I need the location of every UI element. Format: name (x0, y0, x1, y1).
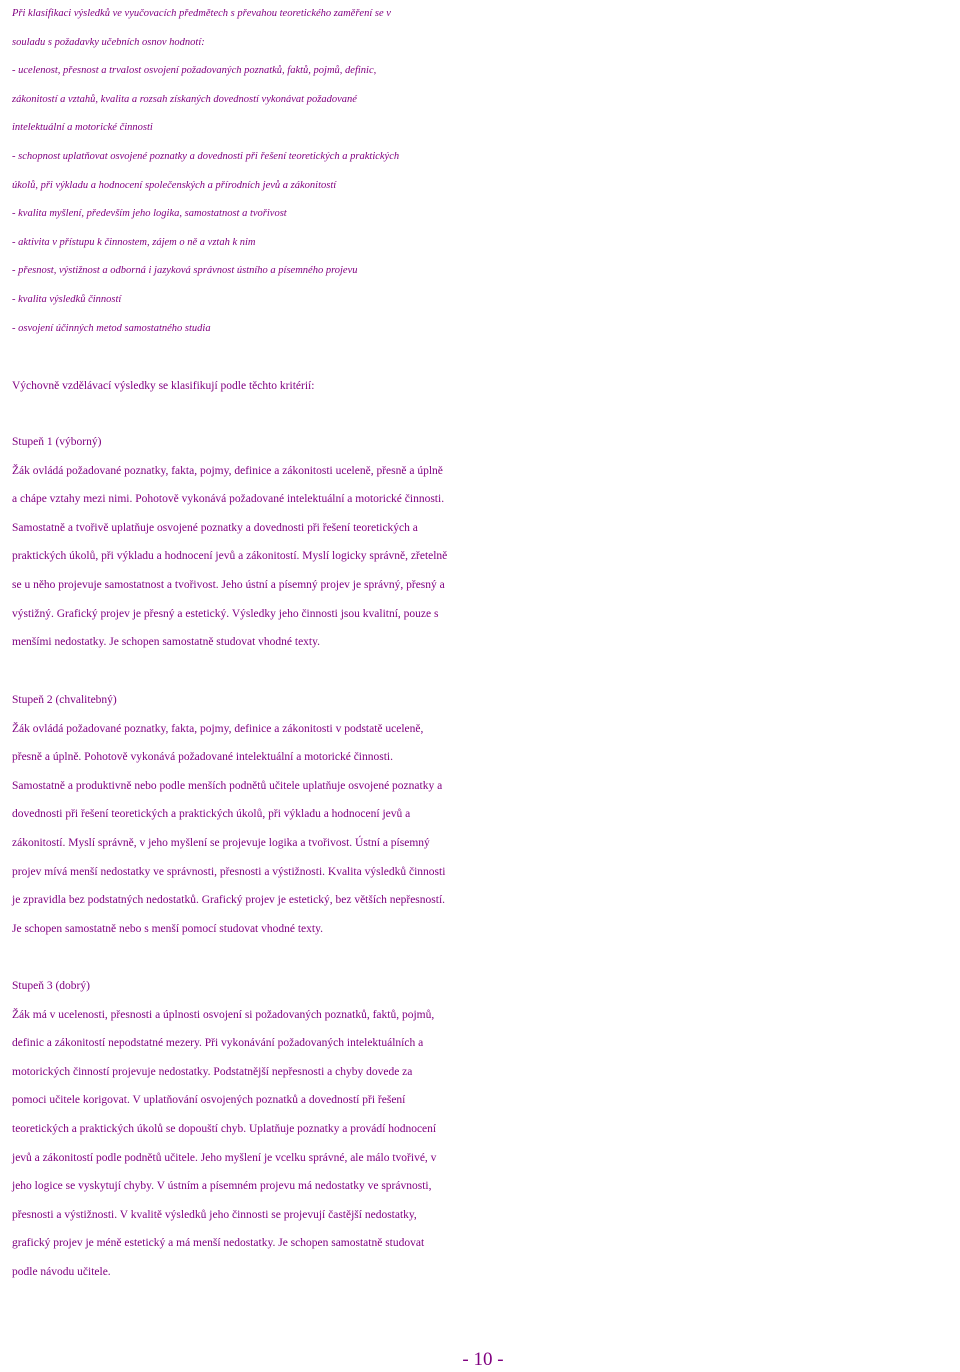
grade-1-line: Samostatně a tvořivě uplatňuje osvojené poznatky a dovednosti při řešení teoretických a (12, 521, 418, 534)
grade-3-line: motorických činností projevuje nedostatky. Podstatnější nepřesnosti a chyby dovede za (12, 1065, 413, 1078)
grade-3-line: jeho logice se vyskytují chyby. V ústním a písemném projevu má nedostatky ve správnosti, (12, 1180, 432, 1193)
grade-2-section (12, 686, 957, 943)
page-number: - 10 - (462, 1349, 504, 1370)
grade-1-line: se u něho projevuje samostatnost a tvořivost. Jeho ústní a písemný projev je správný, přesný a (12, 578, 445, 591)
grade-1-line: Žák ovládá požadované poznatky, fakta, pojmy, definice a zákonitosti uceleně, přesně a úplně (12, 464, 443, 477)
grade-1-line: menšími nedostatky. Je schopen samostatně studovat vhodné texty. (12, 636, 320, 649)
intro-line: zákonitostí a vztahů, kvalita a rozsah získaných dovedností vykonávat požadované (12, 93, 357, 105)
intro-line: - schopnost uplatňovat osvojené poznatky a dovednosti při řešení teoretických a praktických (12, 150, 400, 162)
intro-line: - ucelenost, přesnost a trvalost osvojení požadovaných poznatků, faktů, pojmů, definic, (12, 65, 377, 77)
grade-3-line: definic a zákonitostí nepodstatné mezery. Při vykonávání požadovaných intelektuálních a (12, 1037, 424, 1050)
grade-3-section (12, 972, 957, 1287)
grade-2-line: projev mívá menší nedostatky ve správnosti, přesnosti a výstižnosti. Kvalita výsledků činnosti (12, 865, 446, 878)
grade-3-line: teoretických a praktických úkolů se dopouští chyb. Uplatňuje poznatky a provádí hodnocení (12, 1122, 437, 1135)
grade-1-line: praktických úkolů, při výkladu a hodnocení jevů a zákonitostí. Myslí logicky správně, zřetelně (12, 550, 448, 563)
intro-line: - osvojení účinných metod samostatného studia (12, 322, 211, 334)
grade-2-line: je zpravidla bez podstatných nedostatků. Grafický projev je estetický, bez větších nepřesností. (12, 894, 446, 907)
grade-3-line: podle návodu učitele. (12, 1265, 111, 1278)
grade-3-line: jevů a zákonitostí podle podnětů učitele. Jeho myšlení je vcelku správné, ale málo tvořivé, v (12, 1151, 437, 1164)
grade-2-line: přesně a úplně. Pohotově vykonává požadované intelektuální a motorické činnosti. (12, 751, 393, 764)
intro-line: - kvalita výsledků činností (12, 293, 122, 305)
intro-line: - kvalita myšlení, především jeho logika, samostatnost a tvořivost (12, 208, 287, 220)
intro-line: Při klasifikaci výsledků ve vyučovacích předmětech s převahou teoretického zaměření se v (12, 8, 391, 19)
intro-line: souladu s požadavky učebních osnov hodnotí: (12, 36, 205, 48)
grade-2-line: Je schopen samostatně nebo s menší pomocí studovat vhodné texty. (12, 922, 323, 935)
grade-1-section (12, 428, 957, 657)
intro-criteria-list (12, 0, 957, 343)
grade-2-line: Samostatně a produktivně nebo podle menších podnětů učitele uplatňuje osvojené poznatky a (12, 779, 443, 792)
criteria-intro-line: Výchovně vzdělávací výsledky se klasifikují podle těchto kritérií: (12, 380, 315, 392)
grade-3-line: pomoci učitele korigovat. V uplatňování osvojených poznatků a dovedností při řešení (12, 1094, 406, 1107)
grade-1-heading: Stupeň 1 (výborný) (12, 436, 102, 448)
intro-line: - přesnost, výstižnost a odborná i jazyková správnost ústního a písemného projevu (12, 265, 358, 277)
grade-3-heading: Stupeň 3 (dobrý) (12, 980, 90, 992)
grade-3-line: přesnosti a výstižnosti. V kvalitě výsledků jeho činnosti se projevují častější nedostatky, (12, 1208, 417, 1221)
grade-3-line: Žák má v ucelenosti, přesnosti a úplnosti osvojení si požadovaných poznatků, faktů, pojmů, (12, 1008, 435, 1021)
criteria-intro-paragraph (12, 372, 957, 401)
grade-2-line: Žák ovládá požadované poznatky, fakta, pojmy, definice a zákonitosti v podstatě uceleně, (12, 722, 424, 735)
grade-2-heading: Stupeň 2 (chvalitebný) (12, 694, 117, 706)
grade-2-line: zákonitostí. Myslí správně, v jeho myšlení se projevuje logika a tvořivost. Ústní a písemný (12, 836, 430, 849)
intro-line: úkolů, při výkladu a hodnocení společenských a přírodních jevů a zákonitostí (12, 179, 337, 191)
grade-1-line: a chápe vztahy mezi nimi. Pohotově vykonává požadované intelektuální a motorické činnosti. (12, 493, 445, 506)
grade-2-line: dovednosti při řešení teoretických a praktických úkolů, při výkladu a hodnocení jevů a (12, 808, 411, 821)
grade-3-line: grafický projev je méně estetický a má menší nedostatky. Je schopen samostatně studovat (12, 1237, 425, 1250)
grade-1-line: výstižný. Grafický projev je přesný a estetický. Výsledky jeho činnosti jsou kvalitní, pouze s (12, 607, 439, 620)
intro-line: - aktivita v přístupu k činnostem, zájem o ně a vztah k nim (12, 236, 256, 248)
intro-line: intelektuální a motorické činnosti (12, 122, 153, 134)
